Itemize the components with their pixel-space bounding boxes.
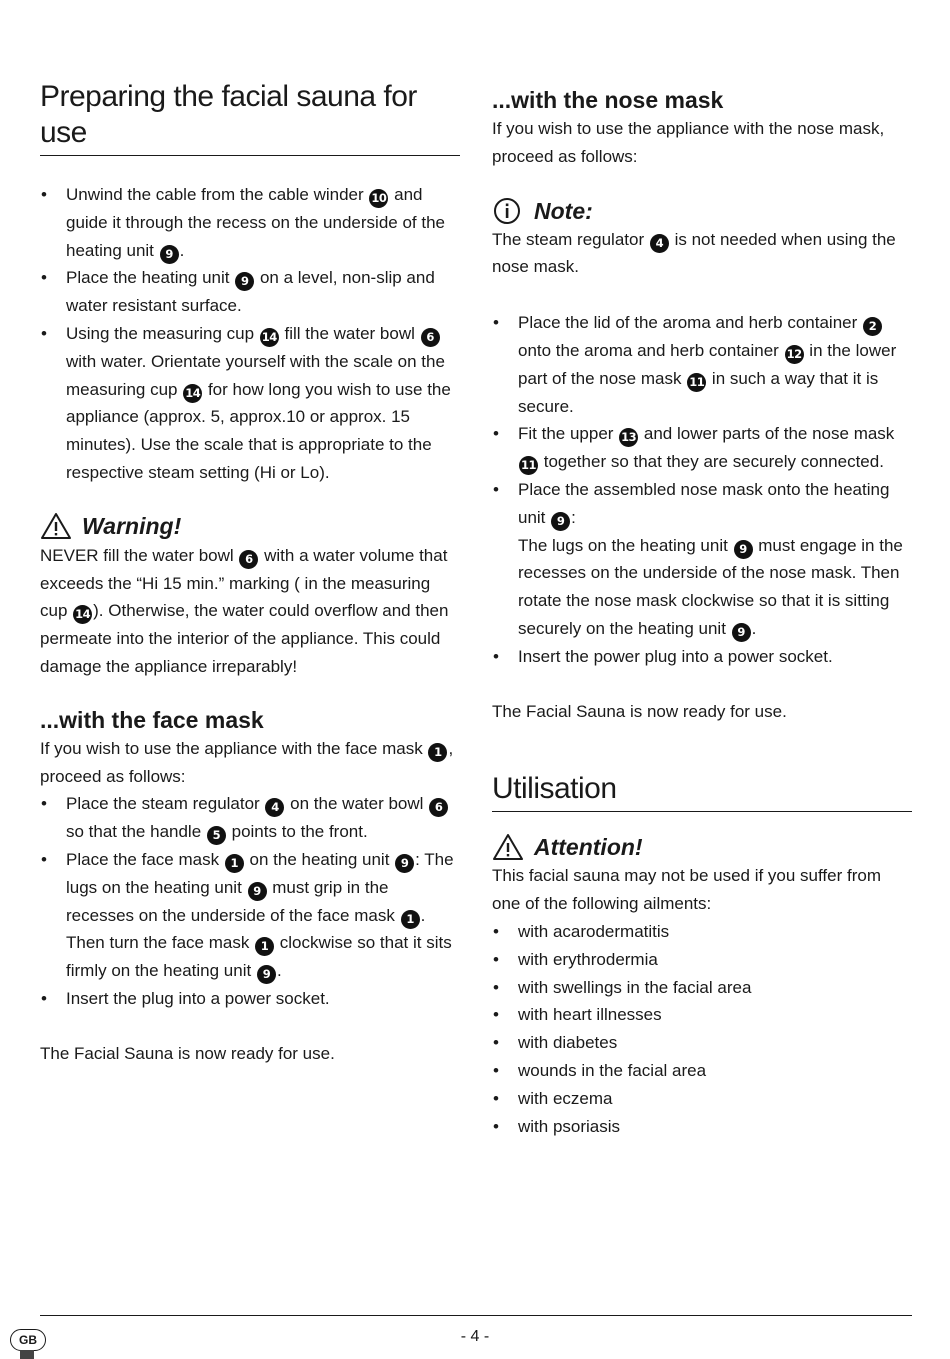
- face-mask-bullet-list: [40, 790, 460, 1012]
- list-item: • Fit the upper 13 and lower parts of the nose mask 11 together so that they are securely connected.: [492, 420, 912, 476]
- item-number-badge: 14: [260, 328, 279, 347]
- item-number-badge: 1: [225, 854, 244, 873]
- note-callout: [492, 196, 912, 226]
- list-item: • Place the steam regulator 4 on the water bowl 6 so that the handle 5 points to the front.: [40, 790, 460, 846]
- list-item: • Insert the plug into a power socket.: [40, 985, 460, 1013]
- attention-callout: [492, 832, 912, 862]
- item-number-badge: 9: [160, 245, 179, 264]
- footer-divider: [40, 1315, 912, 1316]
- list-item: • Place the assembled nose mask onto the heating unit 9 : The lugs on the heating unit 9 must engage in the recesses on the underside of the nose mask. Then rotate the nose mask clockwise so that it is sitting securely on the heating unit 9 .: [492, 476, 912, 643]
- item-number-badge: 9: [734, 540, 753, 559]
- section-title-preparing: Preparing the facial sauna for use: [40, 79, 460, 156]
- warning-text: NEVER fill the water bowl 6 with a water volume that exceeds the “Hi 15 min.” marking ( in the measuring cup 14 ). Otherwise, the water could overflow and then permeate into the interior of the appliance. This could damage the appliance irreparably!: [40, 545, 449, 676]
- language-tab-marker: [20, 1350, 34, 1359]
- list-item: • Place the face mask 1 on the heating unit 9 : The lugs on the heating unit 9 must grip in the recesses on the underside of the face mask 1 . Then turn the face mask 1 clockwise so that it sits firmly on the heating unit 9 .: [40, 846, 460, 985]
- attention-text: This facial sauna may not be used if you suffer from one of the following ailments:: [492, 866, 881, 914]
- item-number-badge: 11: [687, 373, 706, 392]
- nose-ready-text: The Facial Sauna is now ready for use.: [492, 701, 787, 721]
- item-number-badge: 1: [428, 743, 447, 762]
- item-number-badge: 6: [239, 550, 258, 569]
- list-item: • with diabetes: [492, 1029, 912, 1057]
- face-ready-text: The Facial Sauna is now ready for use.: [40, 1043, 335, 1063]
- item-number-badge: 13: [619, 428, 638, 447]
- info-circle-icon: [492, 196, 524, 226]
- attention-heading: Attention!: [534, 834, 643, 861]
- page-number: - 4 -: [460, 1328, 490, 1345]
- list-item: • with psoriasis: [492, 1113, 912, 1141]
- list-item: • with eczema: [492, 1085, 912, 1113]
- warning-heading: Warning!: [82, 512, 182, 539]
- note-text: The steam regulator 4 is not needed when using the nose mask.: [492, 229, 896, 277]
- list-item: • Place the lid of the aroma and herb container 2 onto the aroma and herb container 12 in the lower part of the nose mask 11 in such a way that it is secure.: [492, 309, 912, 420]
- ailments-list: [492, 918, 912, 1140]
- warning-triangle-icon: [40, 511, 72, 541]
- list-item: • Insert the power plug into a power socket.: [492, 643, 912, 671]
- list-item: • with swellings in the facial area: [492, 974, 912, 1002]
- nose-mask-bullet-list: [492, 309, 912, 670]
- item-number-badge: 2: [863, 317, 882, 336]
- item-number-badge: 9: [551, 512, 570, 531]
- list-item: • Place the heating unit 9 on a level, non-slip and water resistant surface.: [40, 264, 460, 320]
- section-title-utilisation: Utilisation: [492, 771, 912, 812]
- item-number-badge: 6: [421, 328, 440, 347]
- language-badge: GB: [10, 1329, 46, 1351]
- item-number-badge: 6: [429, 798, 448, 817]
- list-item: • wounds in the facial area: [492, 1057, 912, 1085]
- right-column: [492, 0, 912, 1140]
- item-number-badge: 9: [395, 854, 414, 873]
- item-number-badge: 11: [519, 456, 538, 475]
- left-column: [40, 0, 460, 1068]
- face-mask-heading: ...with the face mask: [40, 706, 264, 733]
- item-number-badge: 9: [732, 623, 751, 642]
- item-number-badge: 9: [235, 272, 254, 291]
- item-number-badge: 1: [401, 910, 420, 929]
- prep-bullet-list: [40, 181, 460, 487]
- list-item: • Unwind the cable from the cable winder 10 and guide it through the recess on the underside of the heating unit 9 .: [40, 181, 460, 264]
- item-number-badge: 4: [650, 234, 669, 253]
- list-item: • with heart illnesses: [492, 1001, 912, 1029]
- list-item: • with acarodermatitis: [492, 918, 912, 946]
- item-number-badge: 5: [207, 826, 226, 845]
- item-number-badge: 1: [255, 937, 274, 956]
- item-number-badge: 9: [248, 882, 267, 901]
- item-number-badge: 10: [369, 189, 388, 208]
- item-number-badge: 9: [257, 965, 276, 984]
- warning-callout: [40, 511, 460, 541]
- list-item: • Using the measuring cup 14 fill the water bowl 6 with water. Orientate yourself with the scale on the measuring cup 14 for how long you wish to use the appliance (approx. 5, approx.10 or approx. 15 minutes). Use the scale that is appropriate to the respective steam setting (Hi or Lo).: [40, 320, 460, 487]
- item-number-badge: 4: [265, 798, 284, 817]
- nose-mask-heading: ...with the nose mask: [492, 87, 724, 113]
- face-mask-intro: If you wish to use the appliance with the face mask 1 , proceed as follows:: [40, 738, 454, 786]
- item-number-badge: 14: [183, 384, 202, 403]
- item-number-badge: 14: [73, 605, 92, 624]
- list-item: • with erythrodermia: [492, 946, 912, 974]
- note-heading: Note:: [534, 197, 593, 224]
- warning-triangle-icon: [492, 832, 524, 862]
- item-number-badge: 12: [785, 345, 804, 364]
- nose-mask-intro: If you wish to use the appliance with the nose mask, proceed as follows:: [492, 119, 885, 166]
